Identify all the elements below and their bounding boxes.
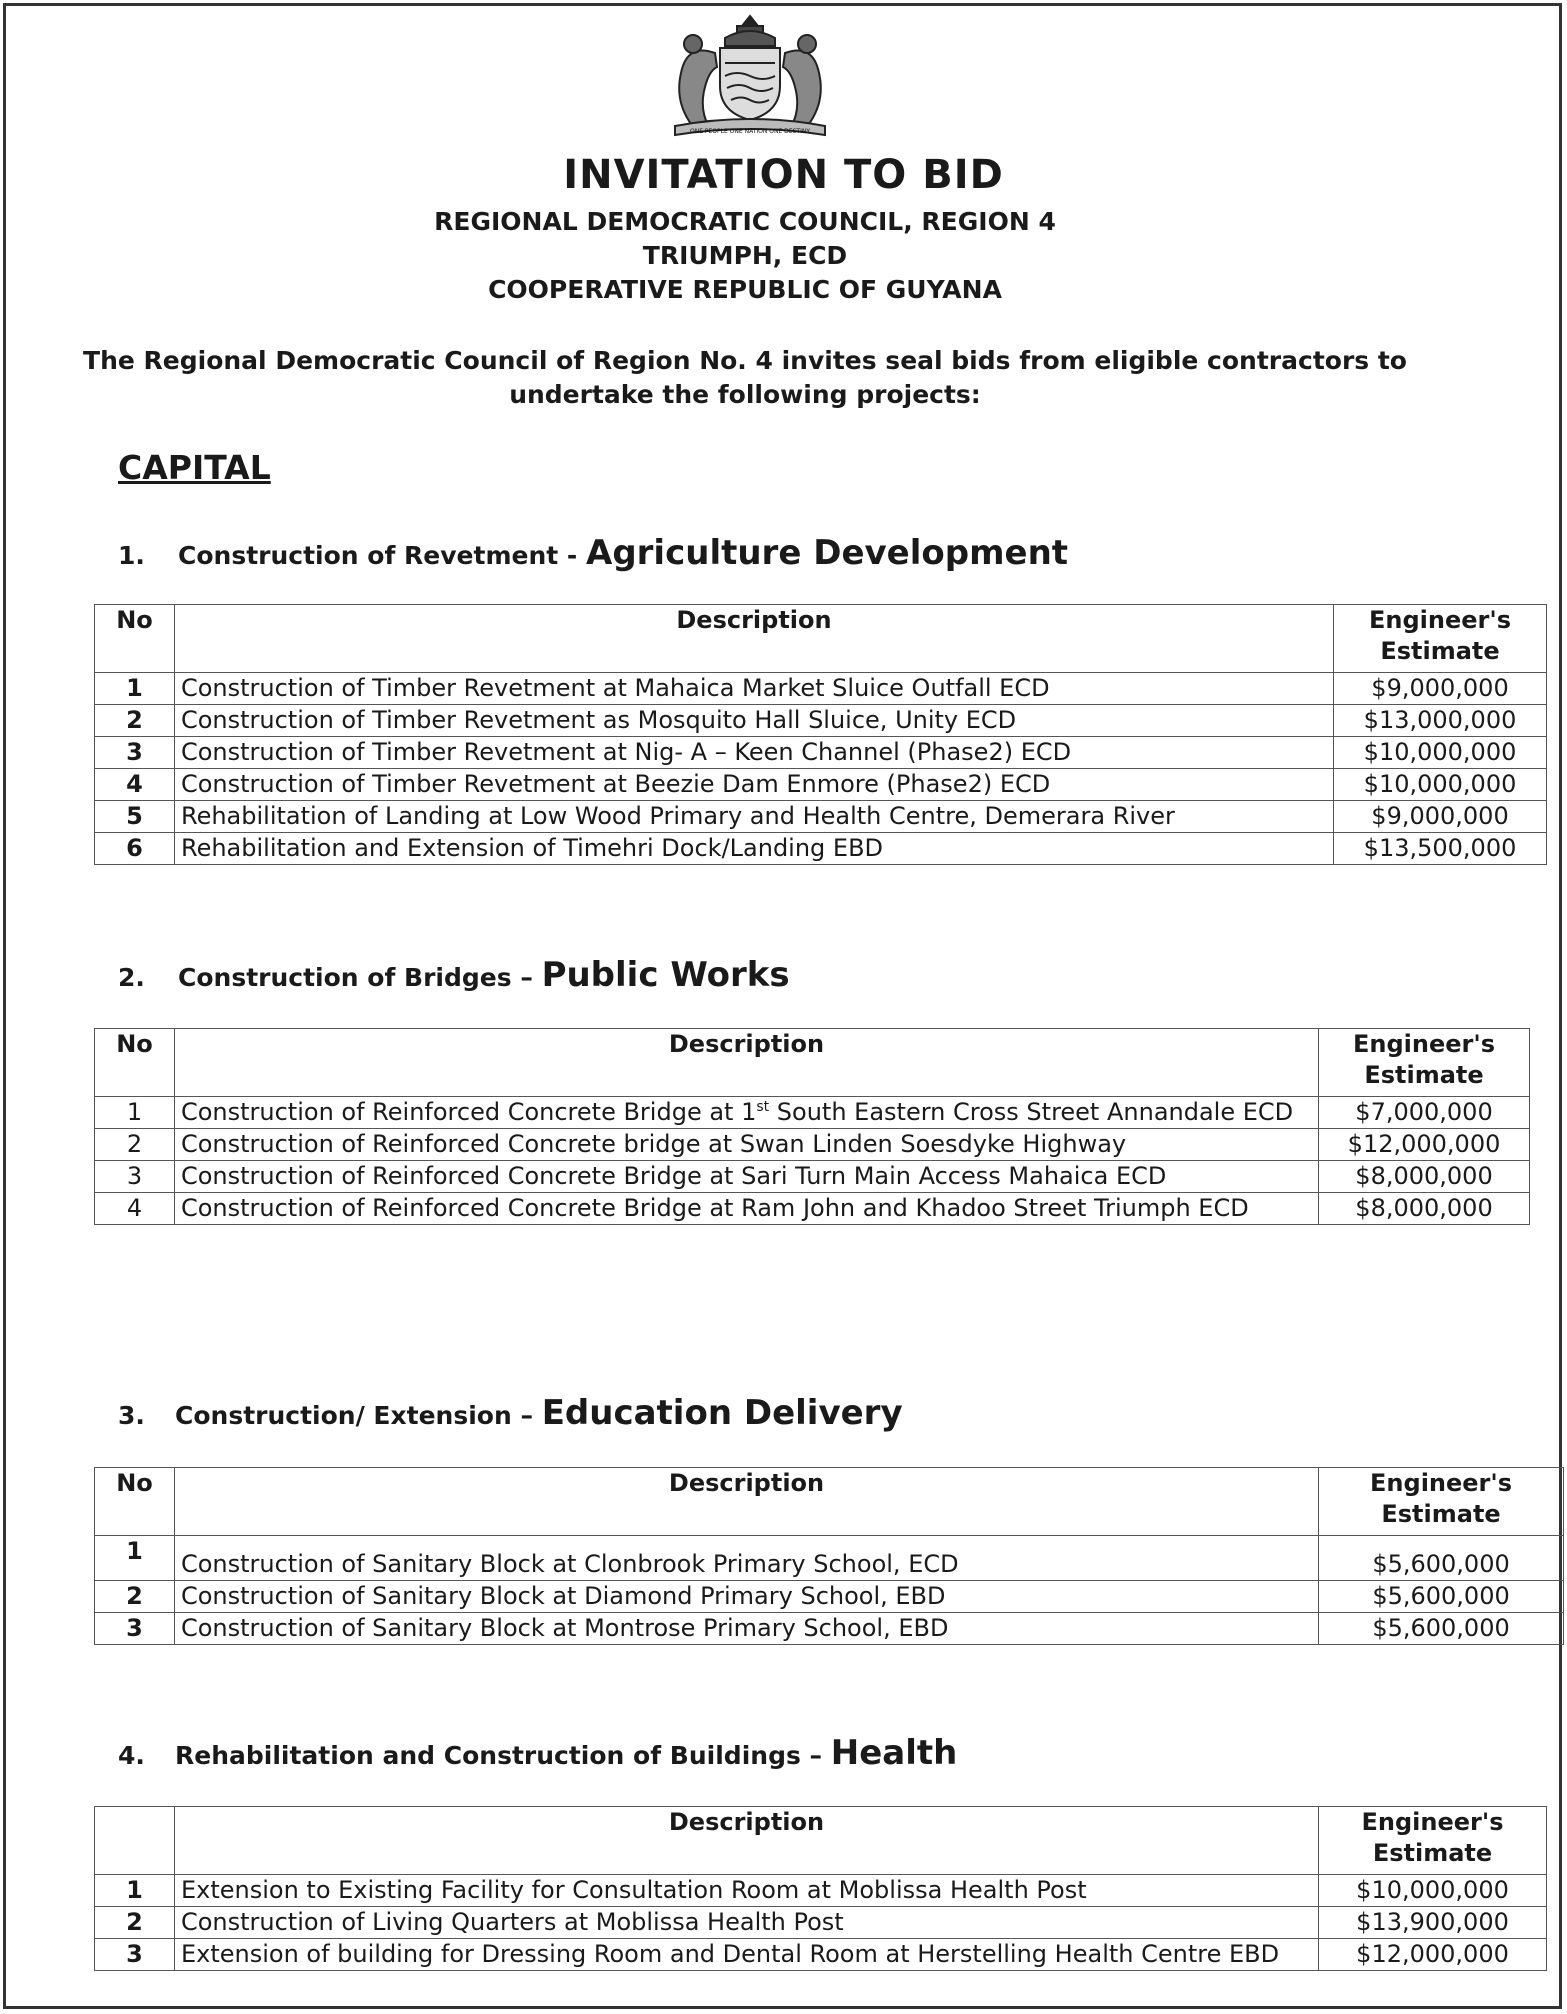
intro-paragraph bbox=[10, 344, 1480, 412]
row-description: Construction of Sanitary Block at Clonbrook Primary School, ECD bbox=[174, 1536, 1318, 1581]
table-row bbox=[95, 705, 1547, 737]
row-no: 4 bbox=[95, 1193, 175, 1225]
row-estimate: $10,000,000 bbox=[1319, 1875, 1547, 1907]
section-heading-2 bbox=[118, 955, 790, 995]
table-row bbox=[95, 1907, 1547, 1939]
table-row bbox=[95, 1161, 1530, 1193]
row-estimate: $10,000,000 bbox=[1334, 737, 1547, 769]
header-no: No bbox=[95, 605, 175, 673]
row-description: Construction of Reinforced Concrete Bridge at Ram John and Khadoo Street Triumph ECD bbox=[174, 1193, 1318, 1225]
row-estimate: $13,500,000 bbox=[1334, 833, 1547, 865]
coat-of-arms-icon bbox=[655, 8, 845, 143]
row-no: 5 bbox=[95, 801, 175, 833]
row-no: 2 bbox=[95, 705, 175, 737]
row-no: 1 bbox=[95, 673, 175, 705]
subtitle-location: TRIUMPH, ECD bbox=[642, 241, 848, 270]
table-row bbox=[95, 1875, 1547, 1907]
header-no-empty bbox=[95, 1807, 175, 1875]
row-estimate: $10,000,000 bbox=[1334, 769, 1547, 801]
row-estimate: $12,000,000 bbox=[1319, 1939, 1547, 1971]
section-heading-1 bbox=[118, 533, 1068, 573]
section-number: 1. bbox=[118, 541, 145, 570]
table-row bbox=[95, 737, 1547, 769]
table-header-row bbox=[95, 605, 1547, 673]
header-estimate: Engineer's Estimate bbox=[1334, 605, 1547, 673]
section-heading-3 bbox=[118, 1393, 903, 1433]
header-description: Description bbox=[174, 1029, 1318, 1097]
table-row bbox=[95, 1536, 1564, 1581]
section-category: Public Works bbox=[541, 955, 790, 995]
table-row bbox=[95, 1193, 1530, 1225]
row-description: Construction of Sanitary Block at Montrose Primary School, EBD bbox=[174, 1613, 1318, 1645]
row-estimate: $13,900,000 bbox=[1319, 1907, 1547, 1939]
header-estimate: Engineer's Estimate bbox=[1319, 1468, 1564, 1536]
section-category: Education Delivery bbox=[541, 1393, 903, 1433]
table-row bbox=[95, 1581, 1564, 1613]
row-estimate: $9,000,000 bbox=[1334, 673, 1547, 705]
table-row bbox=[95, 1939, 1547, 1971]
row-no: 2 bbox=[95, 1907, 175, 1939]
row-description: Construction of Reinforced Concrete Bridge at 1st South Eastern Cross Street Annandale ECD bbox=[174, 1097, 1318, 1129]
row-estimate: $12,000,000 bbox=[1319, 1129, 1530, 1161]
row-estimate: $8,000,000 bbox=[1319, 1193, 1530, 1225]
header-no: No bbox=[95, 1468, 175, 1536]
table-row bbox=[95, 1097, 1530, 1129]
table-row bbox=[95, 1129, 1530, 1161]
section-title: Construction/ Extension – bbox=[175, 1401, 533, 1430]
table-header-row bbox=[95, 1468, 1564, 1536]
row-no: 1 bbox=[95, 1875, 175, 1907]
row-estimate: $5,600,000 bbox=[1319, 1613, 1564, 1645]
section-title: Construction of Revetment - bbox=[178, 541, 578, 570]
row-no: 2 bbox=[95, 1129, 175, 1161]
projects-table-1 bbox=[94, 604, 1547, 865]
section-number: 4. bbox=[118, 1741, 145, 1770]
row-description: Construction of Living Quarters at Moblissa Health Post bbox=[174, 1907, 1318, 1939]
row-no: 1 bbox=[95, 1536, 175, 1581]
section-number: 3. bbox=[118, 1401, 145, 1430]
subtitle-council: REGIONAL DEMOCRATIC COUNCIL, REGION 4 bbox=[434, 207, 1056, 236]
header-description: Description bbox=[174, 1807, 1318, 1875]
row-no: 2 bbox=[95, 1581, 175, 1613]
page-title: INVITATION TO BID bbox=[563, 152, 1004, 198]
header-no: No bbox=[95, 1029, 175, 1097]
table-row bbox=[95, 833, 1547, 865]
row-description: Construction of Timber Revetment at Nig- A – Keen Channel (Phase2) ECD bbox=[174, 737, 1333, 769]
row-description: Construction of Timber Revetment at Beezie Dam Enmore (Phase2) ECD bbox=[174, 769, 1333, 801]
projects-table-4 bbox=[94, 1806, 1547, 1971]
row-description: Construction of Reinforced Concrete Bridge at Sari Turn Main Access Mahaica ECD bbox=[174, 1161, 1318, 1193]
row-description: Extension to Existing Facility for Consultation Room at Moblissa Health Post bbox=[174, 1875, 1318, 1907]
table-row bbox=[95, 801, 1547, 833]
row-estimate: $8,000,000 bbox=[1319, 1161, 1530, 1193]
intro-line: The Regional Democratic Council of Region No. 4 invites seal bids from eligible contractors to bbox=[83, 346, 1407, 375]
row-estimate: $9,000,000 bbox=[1334, 801, 1547, 833]
header-description: Description bbox=[174, 605, 1333, 673]
table-row bbox=[95, 769, 1547, 801]
row-description: Rehabilitation of Landing at Low Wood Primary and Health Centre, Demerara River bbox=[174, 801, 1333, 833]
section-heading-4 bbox=[118, 1733, 957, 1773]
row-no: 6 bbox=[95, 833, 175, 865]
projects-table-3 bbox=[94, 1467, 1564, 1645]
row-no: 3 bbox=[95, 1939, 175, 1971]
row-estimate: $7,000,000 bbox=[1319, 1097, 1530, 1129]
intro-line: undertake the following projects: bbox=[509, 380, 981, 409]
row-description: Construction of Reinforced Concrete bridge at Swan Linden Soesdyke Highway bbox=[174, 1129, 1318, 1161]
section-category: Health bbox=[830, 1733, 958, 1773]
row-description: Extension of building for Dressing Room and Dental Room at Herstelling Health Centre EBD bbox=[174, 1939, 1318, 1971]
row-estimate: $5,600,000 bbox=[1319, 1536, 1564, 1581]
header-description: Description bbox=[174, 1468, 1318, 1536]
subtitle-country: COOPERATIVE REPUBLIC OF GUYANA bbox=[488, 275, 1002, 304]
row-no: 3 bbox=[95, 1161, 175, 1193]
section-title: Rehabilitation and Construction of Buildings – bbox=[175, 1741, 823, 1770]
section-category: Agriculture Development bbox=[586, 533, 1069, 573]
header-estimate: Engineer's Estimate bbox=[1319, 1807, 1547, 1875]
row-description: Construction of Timber Revetment as Mosquito Hall Sluice, Unity ECD bbox=[174, 705, 1333, 737]
table-header-row bbox=[95, 1807, 1547, 1875]
svg-text:ONE PEOPLE ONE NATION ONE DEST: ONE PEOPLE ONE NATION ONE DESTINY bbox=[689, 128, 811, 135]
table-row bbox=[95, 673, 1547, 705]
row-no: 3 bbox=[95, 737, 175, 769]
row-no: 3 bbox=[95, 1613, 175, 1645]
row-estimate: $5,600,000 bbox=[1319, 1581, 1564, 1613]
capital-heading: CAPITAL bbox=[118, 448, 271, 487]
section-title: Construction of Bridges – bbox=[178, 963, 533, 992]
row-no: 4 bbox=[95, 769, 175, 801]
section-number: 2. bbox=[118, 963, 145, 992]
row-description: Rehabilitation and Extension of Timehri Dock/Landing EBD bbox=[174, 833, 1333, 865]
table-header-row bbox=[95, 1029, 1530, 1097]
header-estimate: Engineer's Estimate bbox=[1319, 1029, 1530, 1097]
row-no: 1 bbox=[95, 1097, 175, 1129]
row-description: Construction of Timber Revetment at Mahaica Market Sluice Outfall ECD bbox=[174, 673, 1333, 705]
projects-table-2 bbox=[94, 1028, 1530, 1225]
row-description: Construction of Sanitary Block at Diamond Primary School, EBD bbox=[174, 1581, 1318, 1613]
table-row bbox=[95, 1613, 1564, 1645]
row-estimate: $13,000,000 bbox=[1334, 705, 1547, 737]
